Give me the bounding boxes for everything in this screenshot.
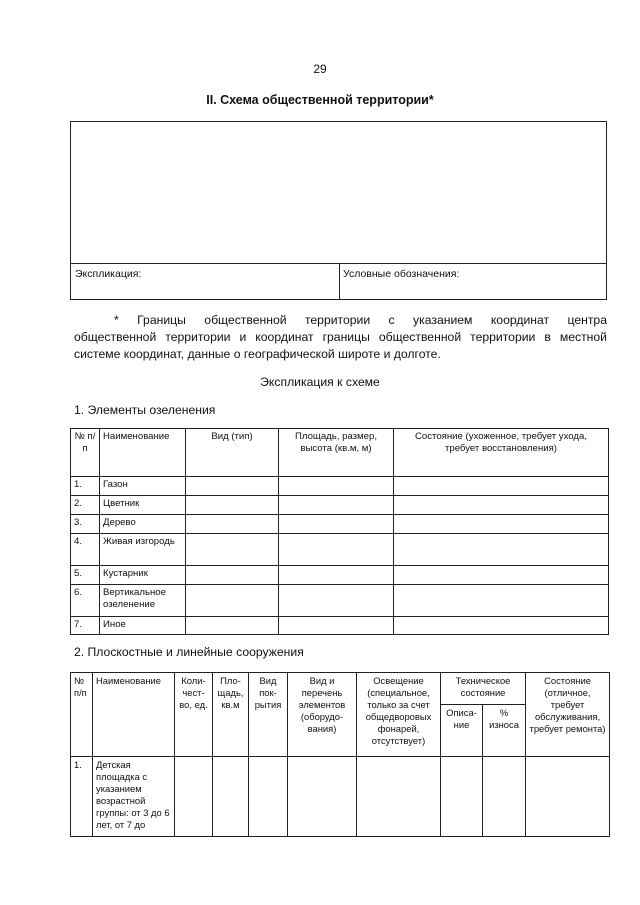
header-type: Вид (тип) <box>186 429 279 477</box>
scheme-legend-strip <box>71 263 606 299</box>
row-num: 5. <box>71 566 100 585</box>
table-row <box>71 566 609 585</box>
table-cell[interactable] <box>186 566 279 585</box>
greenery-table <box>70 428 609 635</box>
table-cell[interactable] <box>279 515 394 534</box>
header-elements: Вид и перечень элементов (оборудо-вания) <box>288 673 357 757</box>
table-cell[interactable] <box>279 617 394 635</box>
row-num: 1. <box>71 757 93 837</box>
table-cell[interactable] <box>186 496 279 515</box>
table-cell[interactable] <box>186 617 279 635</box>
table-cell[interactable] <box>394 496 609 515</box>
row-num: 4. <box>71 534 100 566</box>
structures-table <box>70 672 610 837</box>
table-cell[interactable] <box>186 534 279 566</box>
section-1-title: 1. Элементы озеленения <box>74 403 216 417</box>
table-cell[interactable] <box>279 496 394 515</box>
header-state: Состояние (ухоженное, требует ухода, требует восстановления) <box>394 429 609 477</box>
table-cell[interactable] <box>186 585 279 617</box>
table-cell[interactable] <box>186 515 279 534</box>
explication-caption: Экспликация к схеме <box>260 375 380 389</box>
header-area: Площадь, размер, высота (кв.м, м) <box>279 429 394 477</box>
header-name: Наименование <box>93 673 175 757</box>
table-cell[interactable] <box>394 477 609 496</box>
table-cell[interactable] <box>441 757 483 837</box>
table-cell[interactable] <box>279 585 394 617</box>
header-area: Пло-щадь, кв.м <box>213 673 249 757</box>
table-cell[interactable] <box>279 534 394 566</box>
table-cell[interactable] <box>175 757 213 837</box>
table-cell[interactable] <box>279 477 394 496</box>
legend-label: Условные обозначения: <box>343 268 460 280</box>
header-lighting: Освещение (специальное, только за счет общедворовых фонарей, отсутствует) <box>357 673 441 757</box>
row-name: Детская площадка с указанием возрастной группы: от 3 до 6 лет, от 7 до <box>93 757 175 837</box>
table-row <box>71 585 609 617</box>
header-name: Наименование <box>100 429 186 477</box>
row-name: Кустарник <box>100 566 186 585</box>
footnote-line-1: * Границы общественной территории с указанием координат центра <box>114 313 607 327</box>
header-condition: Состояние (отличное, требует обслуживания, требует ремонта) <box>526 673 610 757</box>
table-row <box>71 515 609 534</box>
table-row <box>71 477 609 496</box>
header-num: № п/п <box>71 429 100 477</box>
table-cell[interactable] <box>279 566 394 585</box>
row-name: Дерево <box>100 515 186 534</box>
row-num: 3. <box>71 515 100 534</box>
table-cell[interactable] <box>394 617 609 635</box>
table-cell[interactable] <box>394 534 609 566</box>
table-cell[interactable] <box>394 585 609 617</box>
table-header-row <box>71 429 609 477</box>
footnote <box>74 312 607 363</box>
table-row <box>71 617 609 635</box>
table-cell[interactable] <box>288 757 357 837</box>
table-cell[interactable] <box>213 757 249 837</box>
row-num: 2. <box>71 496 100 515</box>
row-num: 1. <box>71 477 100 496</box>
table-cell[interactable] <box>483 757 526 837</box>
row-num: 7. <box>71 617 100 635</box>
header-wear: % износа <box>483 705 526 757</box>
table-cell[interactable] <box>357 757 441 837</box>
explication-label: Экспликация: <box>75 268 142 280</box>
scheme-box <box>70 121 607 300</box>
row-name: Иное <box>100 617 186 635</box>
page-title: II. Схема общественной территории* <box>206 93 434 107</box>
row-name: Живая изгородь <box>100 534 186 566</box>
table-row <box>71 496 609 515</box>
table-cell[interactable] <box>249 757 288 837</box>
page-number: 29 <box>313 62 327 76</box>
table-cell[interactable] <box>186 477 279 496</box>
table-header-row <box>71 673 610 705</box>
table-cell[interactable] <box>394 515 609 534</box>
header-tech-state: Техническое состояние <box>441 673 526 705</box>
section-2-title: 2. Плоскостные и линейные сооружения <box>74 645 304 659</box>
row-name: Цветник <box>100 496 186 515</box>
row-num: 6. <box>71 585 100 617</box>
table-cell[interactable] <box>526 757 610 837</box>
table-cell[interactable] <box>394 566 609 585</box>
row-name: Вертикальное озеленение <box>100 585 186 617</box>
header-num: № п/п <box>71 673 93 757</box>
footnote-line-2: общественной территории и координат границы общественной территории в местной <box>74 330 607 344</box>
legend-divider <box>339 264 340 299</box>
row-name: Газон <box>100 477 186 496</box>
header-description: Описа-ние <box>441 705 483 757</box>
header-surface: Вид пок-рытия <box>249 673 288 757</box>
table-row <box>71 757 610 837</box>
header-qty: Коли-чест-во, ед. <box>175 673 213 757</box>
footnote-line-3: системе координат, данные о географической широте и долготе. <box>74 347 441 361</box>
table-row <box>71 534 609 566</box>
